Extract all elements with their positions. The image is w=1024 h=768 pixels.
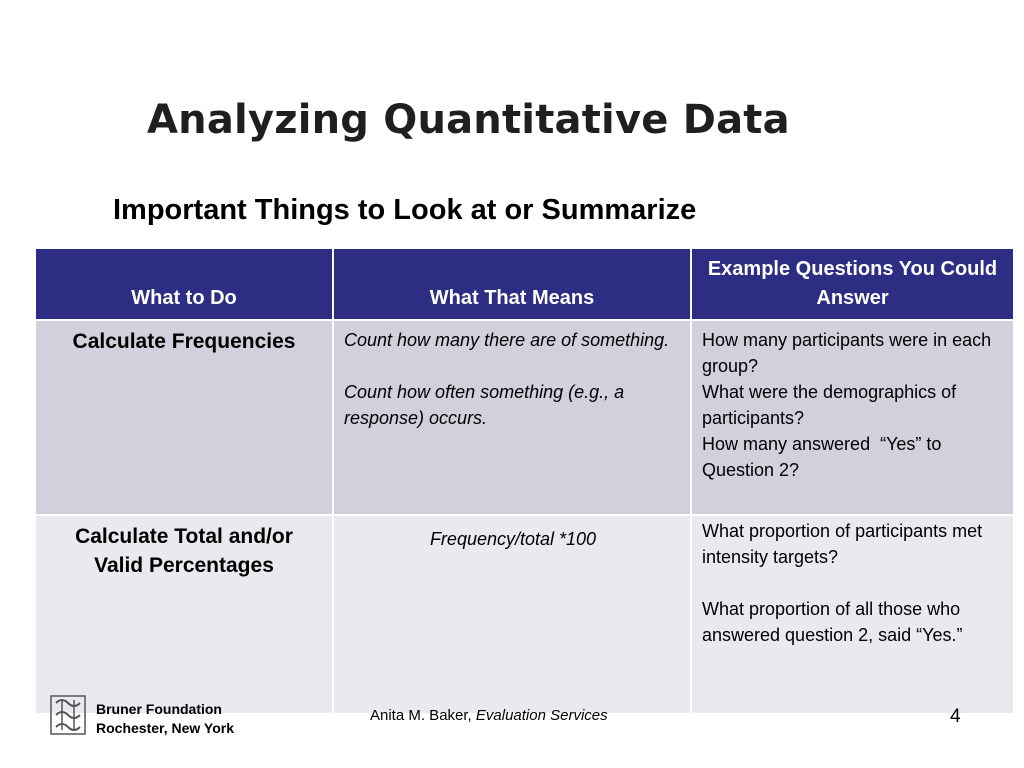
meaning-text: Count how often something (e.g., a response) occurs. bbox=[344, 382, 625, 428]
question-text: What were the demographics of participants? bbox=[702, 382, 957, 428]
question-text: How many participants were in each group? bbox=[702, 330, 992, 376]
header-what-to-do: What to Do bbox=[35, 248, 333, 320]
cell-what-to-do: Calculate Total and/or Valid Percentages bbox=[35, 515, 333, 714]
table-row bbox=[35, 515, 1014, 714]
question-text: What proportion of participants met intensity targets? bbox=[702, 521, 983, 567]
header-what-that-means: What That Means bbox=[333, 248, 691, 320]
footer-author-name: Anita M. Baker, bbox=[370, 707, 472, 724]
summary-table bbox=[34, 247, 1015, 715]
meaning-text: Frequency/total *100 bbox=[429, 529, 597, 549]
cell-what-that-means bbox=[333, 515, 691, 714]
header-example-questions: Example Questions You Could Answer bbox=[691, 248, 1014, 320]
cell-example-questions bbox=[691, 515, 1014, 714]
table-header-row bbox=[35, 248, 1014, 320]
footer-author-service: Evaluation Services bbox=[475, 707, 608, 724]
cell-example-questions bbox=[691, 320, 1014, 515]
cell-what-that-means bbox=[333, 320, 691, 515]
page-number: 4 bbox=[950, 706, 961, 727]
footer-organization bbox=[96, 700, 234, 738]
footer-org-location: Rochester, New York bbox=[96, 720, 234, 736]
table-row bbox=[35, 320, 1014, 515]
meaning-text: Count how many there are of something. bbox=[344, 330, 670, 350]
question-text: How many answered “Yes” to Question 2? bbox=[702, 434, 947, 480]
slide-title: Analyzing Quantitative Data bbox=[147, 97, 790, 143]
bruner-foundation-logo-icon bbox=[50, 695, 86, 735]
footer-org-name: Bruner Foundation bbox=[96, 701, 222, 717]
cell-what-to-do: Calculate Frequencies bbox=[35, 320, 333, 515]
footer-author bbox=[370, 707, 608, 724]
question-text: What proportion of all those who answered question 2, said “Yes.” bbox=[702, 599, 963, 645]
slide-subtitle: Important Things to Look at or Summarize bbox=[113, 194, 697, 226]
